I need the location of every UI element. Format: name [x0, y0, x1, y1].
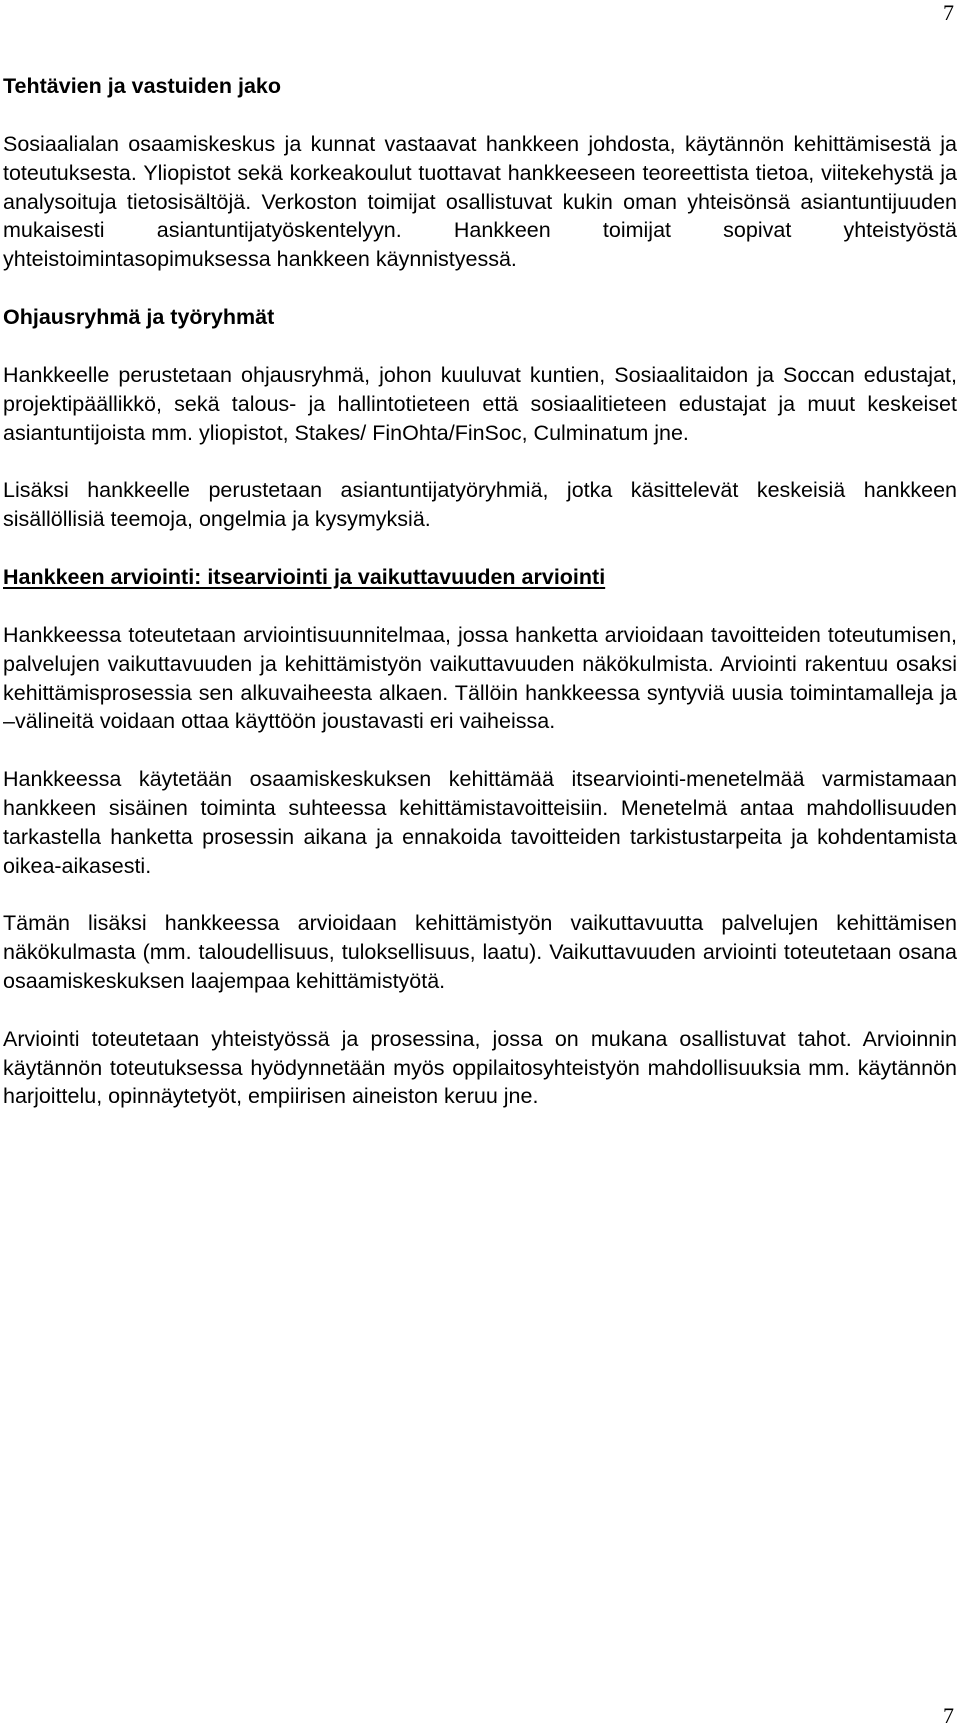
paragraph-self-evaluation: Hankkeessa käytetään osaamiskeskuksen kehittämää itsearviointi-menetelmää varmistamaan hankkeen sisäinen toiminta suhteessa kehittämistavoitteisiin. Menetelmä antaa mahdollisuuden tarkastella hanketta prosessin aikana ja ennakoida tavoitteiden tarkistustarpeita ja kohdentamista oikea-aikasesti.: [3, 767, 957, 878]
paragraph-collaborative-evaluation: Arviointi toteutetaan yhteistyössä ja prosessina, jossa on mukana osallistuvat tahot. Arvioinnin käytännön toteutuksessa hyödynnetään myös oppilaitosyhteistyön mahdollisuuksia mm. käytännön harjoittelu, opinnäytetyöt, empiirisen aineiston keruu jne.: [3, 1026, 957, 1109]
paragraph-impact-evaluation: Tämän lisäksi hankkeessa arvioidaan kehittämistyön vaikuttavuutta palvelujen kehittämisen näkökulmasta (mm. taloudellisuus, tuloksellisuus, laatu). Vaikuttavuuden arviointi toteutetaan osana osaamiskeskuksen laajempaa kehittämistyötä.: [3, 911, 957, 993]
paragraph-steering-group: Hankkeelle perustetaan ohjausryhmä, johon kuuluvat kuntien, Sosiaalitaidon ja Soccan edustajat, projektipäällikkö, sekä talous- ja hallintotieteen että sosiaalitieteen edustajat ja muut keskeiset asiantuntijoista mm. yliopistot, Stakes/ FinOhta/FinSoc, Culminatum jne.: [3, 362, 957, 445]
document-body: [3, 72, 957, 1140]
section-heading-task-division: Tehtävien ja vastuiden jako: [3, 74, 281, 98]
section-heading-evaluation: Hankkeen arviointi: itsearviointi ja vaikuttavuuden arviointi: [3, 564, 606, 589]
page-number-top: 7: [943, 0, 954, 25]
paragraph-task-division: Sosiaalialan osaamiskeskus ja kunnat vastaavat hankkeen johdosta, käytännön kehittämisestä ja toteutuksesta. Yliopistot sekä korkeakoulut tuottavat hankkeeseen teoreettista tietoa, viitekehystä ja analysoituja tietosisältöjä. Verkoston toimijat osallistuvat kukin oman yhteisönsä asiantuntijuuden mukaisesti asiantuntijatyöskentelyyn. Hankkeen toimijat sopivat yhteistyöstä yhteistoimintasopimuksessa hankkeen käynnistyessä.: [3, 132, 957, 272]
paragraph-evaluation-plan: Hankkeessa toteutetaan arviointisuunnitelmaa, jossa hanketta arvioidaan tavoitteiden toteutumisen, palvelujen vaikuttavuuden ja kehittämistyön vaikuttavuuden näkökulmista. Arviointi rakentuu osaksi kehittämisprosessia sen alkuvaiheesta alkaen. Tällöin hankkeessa syntyviä uusia toimintamalleja ja –välineitä voidaan ottaa käyttöön joustavasti eri vaiheissa.: [3, 622, 957, 734]
section-heading-steering-group: Ohjausryhmä ja työryhmät: [3, 304, 275, 329]
paragraph-expert-groups: Lisäksi hankkeelle perustetaan asiantuntijatyöryhmiä, jotka käsittelevät keskeisiä hankkeen sisällöllisiä teemoja, ongelmia ja kysymyksiä.: [3, 478, 957, 532]
page-number-bottom: 7: [943, 1703, 954, 1728]
